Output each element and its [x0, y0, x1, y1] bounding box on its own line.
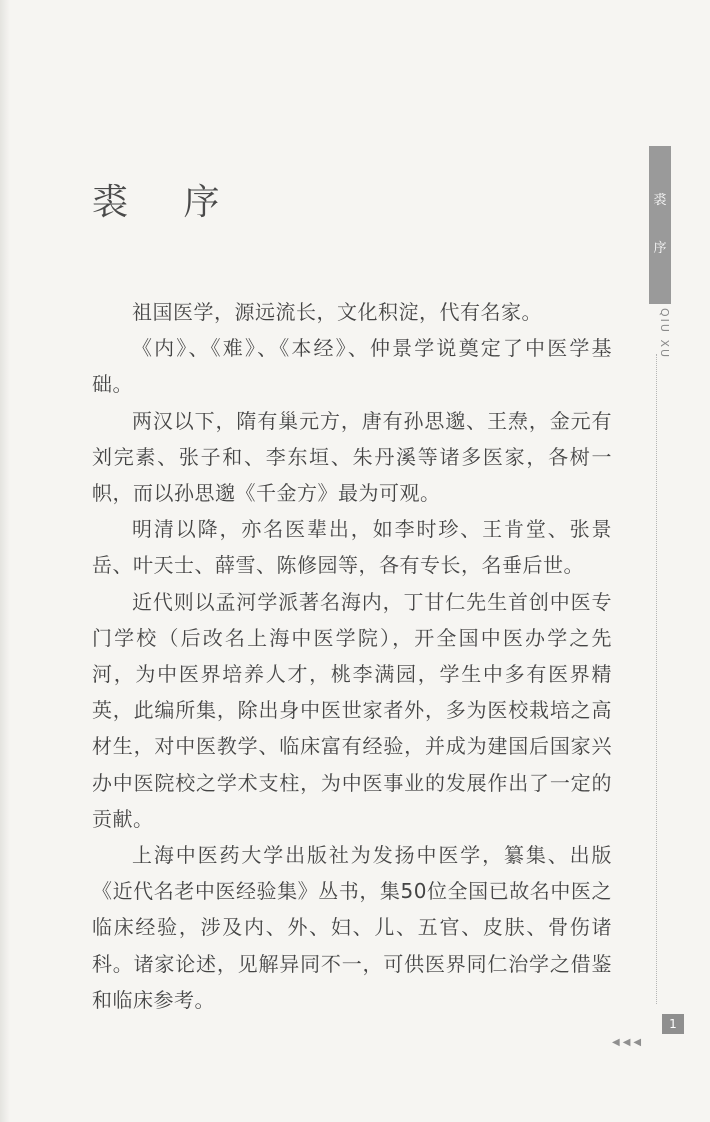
paragraph-5: 近代则以孟河学派著名海内，丁甘仁先生首创中医专门学校（后改名上海中医学院），开全国中医办学之先河，为中医界培养人才，桃李满园，学生中多有医界精英，此编所集，除出身中医世家者外，多为医校栽培之高材生，对中医教学、临床富有经验，并成为建国后国家兴办中医院校之学术支柱，为中医事业的发展作出了一定的贡献。 [92, 589, 612, 831]
paragraph-6: 上海中医药大学出版社为发扬中医学，纂集、出版《近代名老中医经验集》丛书，集50位全国已故名中医之临床经验，涉及内、外、妇、儿、五官、皮肤、骨伤诸科。诸家论述，见解异同不一，可供医界同仁治学之借鉴和临床参考。 [92, 843, 612, 1012]
side-tab-char-2: 序 [653, 241, 667, 256]
page-binding-edge [0, 0, 10, 1122]
page-title: 裘 序 [92, 182, 242, 224]
paragraph-4: 明清以降，亦名医辈出，如李时珍、王肯堂、张景岳、叶天士、薛雪、陈修园等，各有专长，名垂后世。 [92, 517, 612, 578]
page-arrows-icon: ◀◀◀ [612, 1037, 645, 1048]
side-tab-pinyin: QIU XU [658, 308, 671, 360]
page-number: 1 [662, 1014, 684, 1034]
paragraph-3: 两汉以下，隋有巢元方，唐有孙思邈、王焘，金元有刘完素、张子和、李东垣、朱丹溪等诸多医家，各树一帜，而以孙思邈《千金方》最为可观。 [92, 408, 612, 506]
preface-body [92, 294, 612, 1018]
side-tab-char-1: 裘 [653, 193, 667, 208]
side-dotted-rule [656, 354, 657, 1004]
chapter-side-tab [649, 146, 671, 304]
paragraph-1: 祖国医学，源远流长，文化积淀，代有名家。 [132, 300, 542, 324]
paragraph-2: 《内》、《难》、《本经》、仲景学说奠定了中医学基础。 [92, 336, 612, 397]
